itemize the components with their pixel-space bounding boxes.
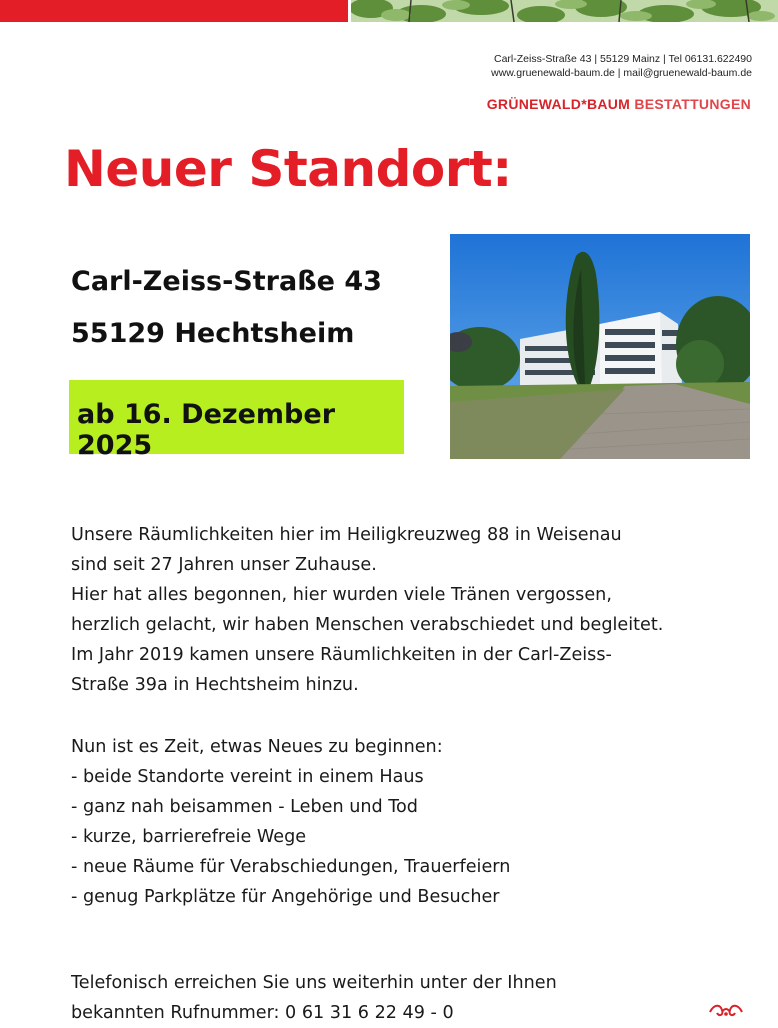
address-city: 55129 Hechtsheim — [71, 318, 355, 349]
contact-web-line: www.gruenewald-baum.de | mail@gruenewald-baum.de — [491, 67, 752, 79]
benefit-item: - genug Parkplätze für Angehörige und Besucher — [71, 887, 500, 907]
brand-name-part1: GRÜNEWALD — [486, 96, 582, 112]
brand-name-part3: BESTATTUNGEN — [634, 96, 751, 112]
body-paragraph-benefits — [71, 732, 510, 912]
body-line: sind seit 27 Jahren unser Zuhause. — [71, 555, 377, 575]
body-line: Im Jahr 2019 kamen unsere Räumlichkeiten in der Carl-Zeiss- — [71, 645, 612, 665]
brand-name-part2: BAUM — [586, 96, 631, 112]
ornament-icon — [706, 1000, 746, 1020]
benefit-item: - ganz nah beisammen - Leben und Tod — [71, 797, 418, 817]
body-line: herzlich gelacht, wir haben Menschen verabschiedet und begleitet. — [71, 615, 664, 635]
building-photo — [450, 234, 750, 459]
top-red-bar — [0, 0, 348, 22]
headline: Neuer Standort: — [64, 140, 512, 198]
brand-star-icon: * — [581, 96, 587, 112]
body-line: Straße 39a in Hechtsheim hinzu. — [71, 675, 359, 695]
benefit-item: - neue Räume für Verabschiedungen, Trauerfeiern — [71, 857, 511, 877]
body-line: Hier hat alles begonnen, hier wurden viele Tränen vergossen, — [71, 585, 612, 605]
date-banner — [69, 380, 404, 461]
address-street: Carl-Zeiss-Straße 43 — [71, 266, 382, 297]
contact-address-line: Carl-Zeiss-Straße 43 | 55129 Mainz | Tel 06131.622490 — [494, 53, 752, 65]
body-line: Unsere Räumlichkeiten hier im Heiligkreuzweg 88 in Weisenau — [71, 525, 622, 545]
top-trees-image — [351, 0, 778, 22]
footer-line: bekannten Rufnummer: 0 61 31 6 22 49 - 0 — [71, 1003, 454, 1023]
date-banner-text: ab 16. Dezember 2025 — [77, 399, 336, 461]
benefits-intro: Nun ist es Zeit, etwas Neues zu beginnen: — [71, 737, 443, 757]
footer-phone-note — [71, 968, 557, 1028]
benefit-item: - beide Standorte vereint in einem Haus — [71, 767, 424, 787]
footer-line: Telefonisch erreichen Sie uns weiterhin unter der Ihnen — [71, 973, 557, 993]
brand-logo-text — [487, 96, 751, 112]
body-paragraph-history — [71, 520, 663, 700]
benefit-item: - kurze, barrierefreie Wege — [71, 827, 307, 847]
